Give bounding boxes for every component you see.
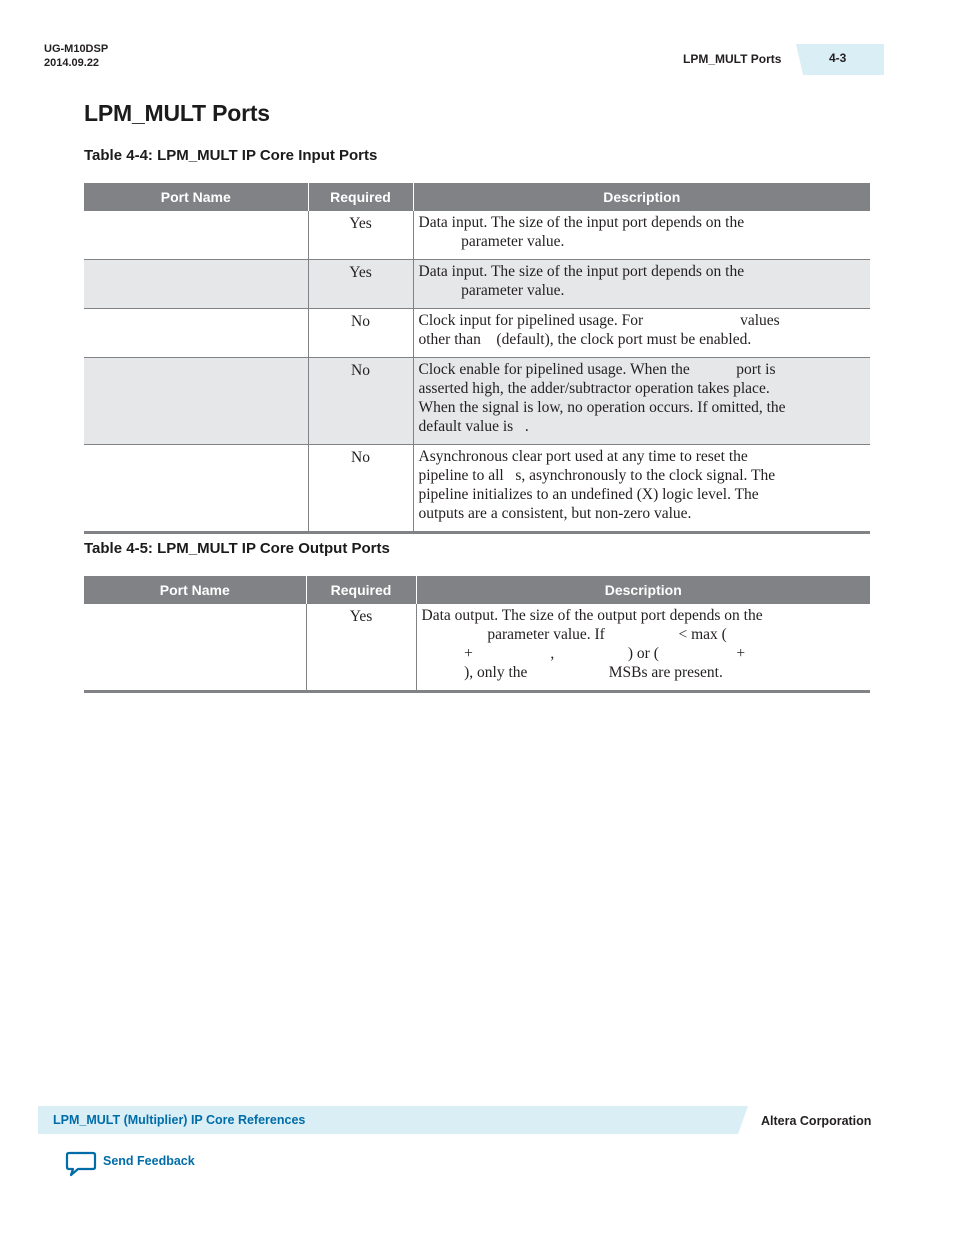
column-header-port-name: Port Name	[84, 576, 306, 604]
description-line: Data output. The size of the output port depends on the	[421, 607, 763, 624]
port-name-cell	[84, 211, 308, 260]
send-feedback-link[interactable]: Send Feedback	[103, 1154, 195, 1168]
description-line: ), only the MSBs are present.	[421, 664, 723, 681]
column-header-required: Required	[308, 183, 413, 211]
required-cell: No	[308, 358, 413, 445]
description-line: When the signal is low, no operation occurs. If omitted, the	[418, 399, 786, 416]
input-table-caption: Table 4-4: LPM_MULT IP Core Input Ports	[84, 147, 378, 164]
column-header-port-name: Port Name	[84, 183, 308, 211]
description-line: parameter value.	[418, 282, 565, 299]
header-section-title: LPM_MULT Ports	[683, 52, 782, 66]
port-name-cell	[84, 309, 308, 358]
description-line: parameter value. If < max (	[421, 626, 727, 643]
table-row	[84, 604, 870, 692]
required-cell: No	[308, 309, 413, 358]
description-cell	[413, 309, 870, 358]
description-line: outputs are a consistent, but non-zero value.	[418, 505, 692, 522]
description-line: Data input. The size of the input port depends on the	[418, 263, 745, 280]
port-name-cell	[84, 260, 308, 309]
description-line: default value is .	[418, 418, 529, 435]
required-cell: Yes	[306, 604, 416, 692]
input-ports-table	[84, 183, 870, 534]
page-number: 4-3	[829, 51, 847, 65]
description-line: Clock input for pipelined usage. For values	[418, 312, 780, 329]
description-cell	[416, 604, 870, 692]
port-name-cell	[84, 358, 308, 445]
speech-bubble-icon[interactable]	[65, 1150, 97, 1178]
description-line: other than (default), the clock port must be enabled.	[418, 331, 752, 348]
doc-date: 2014.09.22	[44, 57, 100, 69]
description-line: parameter value.	[418, 233, 565, 250]
footer-company: Altera Corporation	[761, 1114, 872, 1128]
required-cell: Yes	[308, 260, 413, 309]
port-name-cell	[84, 604, 306, 692]
description-cell	[413, 445, 870, 533]
doc-number: UG-M10DSP	[44, 43, 109, 55]
column-header-description: Description	[416, 576, 870, 604]
column-header-required: Required	[306, 576, 416, 604]
table-row	[84, 211, 870, 260]
table-header-row	[84, 576, 870, 604]
table-row	[84, 445, 870, 533]
output-table-caption: Table 4-5: LPM_MULT IP Core Output Ports	[84, 540, 390, 557]
description-cell	[413, 211, 870, 260]
page-title: LPM_MULT Ports	[84, 100, 270, 126]
description-cell	[413, 358, 870, 445]
description-line: + , ) or ( +	[421, 645, 746, 662]
description-cell	[413, 260, 870, 309]
description-line: Asynchronous clear port used at any time to reset the	[418, 448, 748, 465]
description-line: asserted high, the adder/subtractor operation takes place.	[418, 380, 770, 397]
footer-chapter-link[interactable]: LPM_MULT (Multiplier) IP Core References	[53, 1113, 306, 1127]
document-id	[44, 42, 108, 70]
description-line: Data input. The size of the input port depends on the	[418, 214, 745, 231]
column-header-description: Description	[413, 183, 870, 211]
description-line: pipeline to all s, asynchronously to the clock signal. The	[418, 467, 776, 484]
description-line: pipeline initializes to an undefined (X) logic level. The	[418, 486, 759, 503]
table-row	[84, 260, 870, 309]
table-row	[84, 358, 870, 445]
required-cell: No	[308, 445, 413, 533]
port-name-cell	[84, 445, 308, 533]
table-row	[84, 309, 870, 358]
table-header-row	[84, 183, 870, 211]
required-cell: Yes	[308, 211, 413, 260]
description-line: Clock enable for pipelined usage. When the port is	[418, 361, 776, 378]
output-ports-table	[84, 576, 870, 693]
